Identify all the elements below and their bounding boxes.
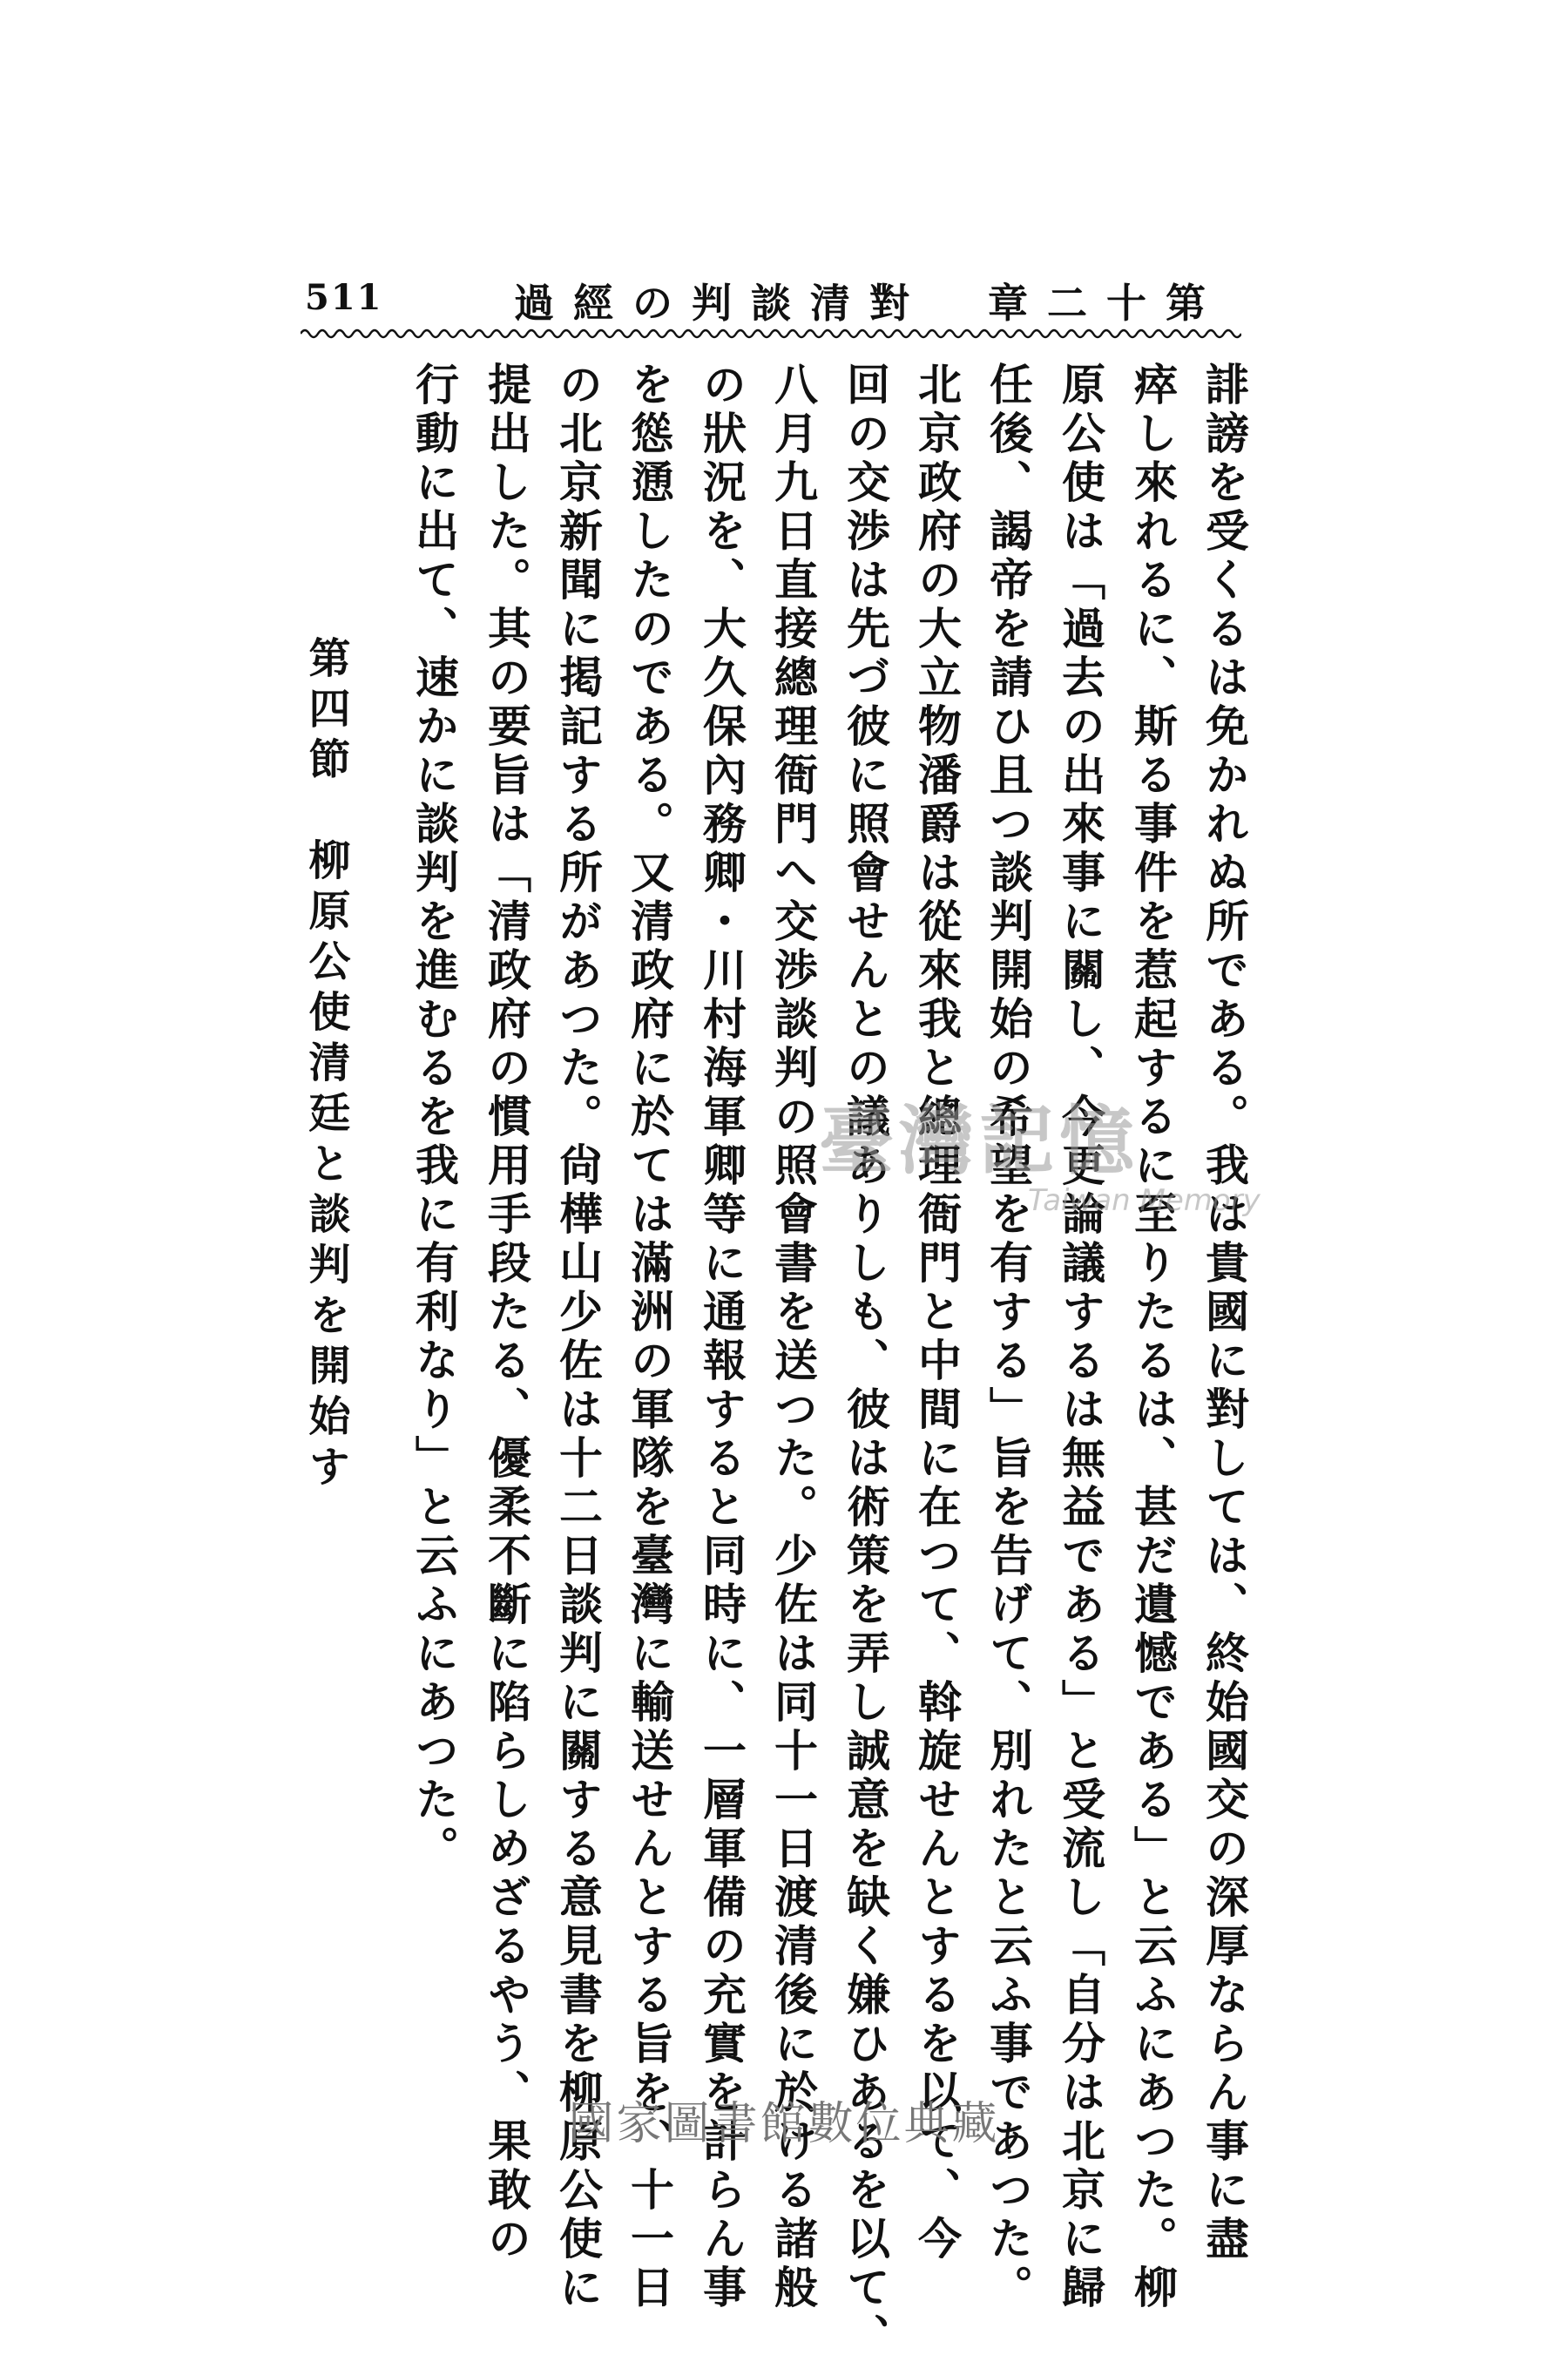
- watermark-subtitle: Taiwan Memory: [1028, 1183, 1260, 1218]
- body-line-9: を慫慂したのである。又清政府に於ては滿洲の軍隊を臺灣に輸送せんとする旨を、十一日: [624, 362, 675, 2313]
- body-line-2: 瘁し來れるに、斯る事件を惹起するに至りたるは、甚だ遺憾である」と云ふにあつた。柳: [1127, 362, 1179, 2313]
- running-header: 第十二章 對清談判の經過: [514, 280, 1225, 327]
- header-wavy-rule: [301, 324, 1241, 343]
- body-line-8: の狀況を、大久保內務卿・川村海軍卿等に通報すると同時に、一層軍備の充實を計らん事: [696, 362, 747, 2313]
- body-line-5: 北京政府の大立物潘爵は從來我と總理衙門と中間に在つて、斡旋せんとするを以て、今: [911, 362, 963, 2264]
- body-line-7: 八月九日直接總理衙門へ交渉談判の照會書を送つた。少佐は同十一日渡清後に於ける諸般: [767, 362, 819, 2313]
- body-line-3: 原公使は「過去の出來事に關し、今更論議するは無益である」と受流し「自分は北京に歸: [1055, 362, 1106, 2313]
- page-number: 511: [305, 277, 383, 318]
- body-line-1: 誹謗を受くるは免かれぬ所である。我は貴國に對しては、終始國交の深厚ならん事に盡: [1199, 362, 1250, 2264]
- body-line-12: 行動に出て、速かに談判を進むるを我に有利なり」と云ふにあつた。: [409, 362, 460, 1874]
- footer-collection-credit: 國家圖書館數位典藏: [568, 2098, 1000, 2150]
- body-line-6: 回の交渉は先づ彼に照會せんとの議ありしも、彼は術策を弄し誠意を缺く嫌ひあるを以て、: [840, 362, 891, 2362]
- header-wavy-rule-path: [301, 330, 1241, 337]
- section-heading: 第四節 柳原公使清廷と談判を開始す: [301, 636, 350, 1495]
- body-line-4: 任後、謁帝を請ひ且つ談判開始の希望を有する」旨を告げて、別れたと云ふ事であつた。: [983, 362, 1034, 2313]
- body-line-10: の北京新聞に掲記する所があつた。尙樺山少佐は十二日談判に關する意見書を柳原公使に: [552, 362, 604, 2313]
- body-line-11: 提出した。其の要旨は「清政府の慣用手段たる、優柔不斷に陷らしめざるやう、果敢の: [481, 362, 532, 2264]
- watermark-text: 臺灣記憶: [819, 1097, 1139, 1185]
